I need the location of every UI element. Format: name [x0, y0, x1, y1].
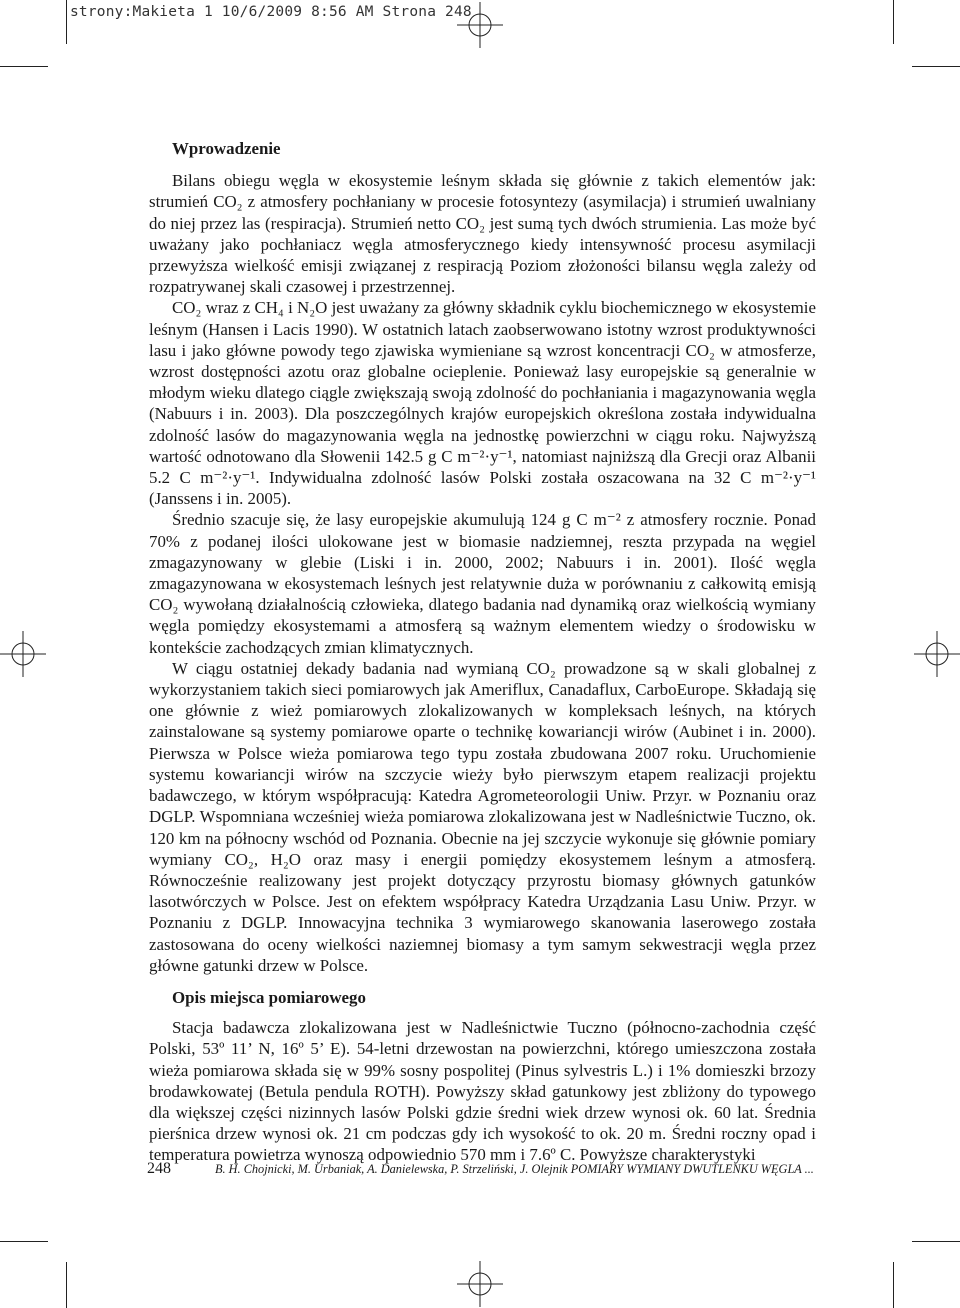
page-number: 248: [147, 1160, 171, 1177]
body-paragraph: CO₂ wraz z CH₄ i N₂O jest uważany za główny składnik cyklu biochemicznego w ekosystemie leśnym (Hansen i Lacis 1990). W ostatnich latach zaobserwowano istotny wzrost produktywności lasu i jako główne powody tego zjawiska wymieniane są wzrost koncentracji CO₂ w atmosferze, wzrost dostępności azotu oraz globalne ocieplenie. Ponieważ lasy europejskie są generalnie w młodym wieku dlatego ciągle zwiększają swoją zdolność do pochłaniania i magazynowania węgla (Nabuurs i in. 2003). Dla poszczególnych krajów europejskich określona została indywidualna zdolność lasów do magazynowania węgla na jednostkę powierzchni w ciągu roku. Najwyższą wartość odnotowano dla Słowenii 142.5 g C m⁻²·y⁻¹, natomiast najniższą dla Grecji oraz Albanii 5.2 C m⁻²·y⁻¹. Indywidualna zdolność lasów Polski została oszacowana na 32 C m⁻²·y⁻¹ (Janssens i in. 2005).: [149, 298, 816, 509]
crop-mark-top-left: [66, 0, 67, 44]
registration-mark-top-icon: [457, 2, 503, 48]
registration-mark-left-icon: [0, 631, 46, 677]
registration-mark-right-icon: [914, 631, 960, 677]
page-footer: [147, 1160, 814, 1178]
crop-mark-bottom-left: [66, 1262, 67, 1308]
running-title: B. H. Chojnicki, M. Urbaniak, A. Danielewska, P. Strzeliński, J. Olejnik POMIARY WYMIANY DWUTLENKU WĘGLA ...: [215, 1162, 814, 1176]
crop-mark-bottom-left-h: [0, 1241, 48, 1242]
body-paragraph: W ciągu ostatniej dekady badania nad wymianą CO₂ prowadzone są w skali globalnej z wykorzystaniem takich sieci pomiarowych jak Ameriflux, Canadaflux, CarboEurope. Składają się one głównie z wież pomiarowych zlokalizowanych w kompleksach leśnych, na których zainstalowane są systemy pomiarowe oparte o technikę kowariancji wirów (Aubinet i in. 2000). Pierwsza w Polsce wieża pomiarowa tego typu została zbudowana 2007 roku. Uruchomienie systemu kowariancji wirów na szczycie wieży było pierwszym etapem realizacji projektu badawczego, w którym współpracują: Katedra Agrometeorologii Uniw. Przyr. w Poznaniu oraz DGLP. Wspomniana wcześniej wieża pomiarowa zlokalizowana jest w Nadleśnictwie Tuczno, ok. 120 km na północny wschód od Poznania. Obecnie na jej szczycie wykonuje się głównie pomiary wymiany CO₂, H₂O oraz masy i energii pomiędzy ekosystemem leśnym a atmosferą. Równocześnie realizowany jest projekt dotyczący przyrostu biomasy głównych gatunków lasotwórczych w Polsce. Jest on efektem współpracy Katedra Urządzania Lasu Uniw. Przyr. w Poznaniu z DGLP. Innowacyjna technika 3 wymiarowego skanowania laserowego została zastosowana do oceny wielkości naziemnej biomasy a tym samym sekwestracji węgla przez główne gatunki drzew w Polsce.: [149, 658, 816, 975]
body-paragraph: Stacja badawcza zlokalizowana jest w Nadleśnictwie Tuczno (północno-zachodnia część Polski, 53º 11’ N, 16º 5’ E). 54-letni drzewostan na powierzchni, którego umieszczona została wieża pomiarowa składa się w 99% sosny pospolitej (Pinus sylvestris L.) i 1% domieszki brzozy brodawkowatej (Betula pendula ROTH). Powyższy skład gatunkowy jest zbliżony do typowego dla większej części nizinnych lasów Polski gdzie średni wiek drzew wynosi ok. 60 lat. Średnia pierśnica drzew wynosi ok. 21 cm podczas gdy ich wysokość to ok. 20 m. Średni roczny opad i temperatura powietrza wynoszą odpowiednio 570 mm i 7.6º C. Powyższe charakterystyki: [149, 1018, 816, 1165]
crop-mark-bottom-right: [893, 1262, 894, 1308]
crop-mark-top-left-h: [0, 66, 48, 67]
crop-mark-bottom-right-h: [912, 1241, 960, 1242]
crop-mark-top-right-h: [912, 66, 960, 67]
section-heading-site-description: Opis miejsca pomiarowego: [172, 987, 366, 1007]
body-paragraph: Średnio szacuje się, że lasy europejskie akumulują 124 g C m⁻² z atmosfery rocznie. Ponad 70% z podanej ilości ulokowane jest w biomasie nadziemnej, reszta przypada na węgiel zmagazynowany w glebie (Liski i in. 2000, 2002; Nabuurs i in. 2001). Ilość węgla zmagazynowana w ekosystemach leśnych jest relatywnie duża w porównaniu z całkowitą emisją CO₂ wywołaną działalnością człowieka, dlatego badania nad dynamiką oraz wielkością wymiany węgla pomiędzy ekosystemami a atmosferą są ważnym elementem wiedzy o środowisku w kontekście zachodzących zmian klimatycznych.: [149, 510, 816, 657]
body-paragraph: Bilans obiegu węgla w ekosystemie leśnym składa się głównie z takich elementów jak: strumień CO₂ z atmosfery pochłaniany w procesie fotosyntezy (asymilacja) i strumień uwalniany do niej przez las (respiracja). Strumień netto CO₂ jest sumą tych dwóch strumienia. Las może być uważany jako pochłaniacz węgla atmosferycznego kiedy intensywność procesu asymilacji przewyższa wielkość emisji związanej z respiracją Poziom złożoności bilansu węgla zależy od rozpatrywanej skali czasowej i przestrzennej.: [149, 171, 816, 297]
crop-mark-top-right: [893, 0, 894, 44]
printer-slug: strony:Makieta 1 10/6/2009 8:56 AM Strona 248: [70, 4, 472, 20]
page-body: [149, 138, 816, 1166]
section-heading-introduction: Wprowadzenie: [172, 139, 281, 158]
registration-mark-bottom-icon: [457, 1261, 503, 1307]
